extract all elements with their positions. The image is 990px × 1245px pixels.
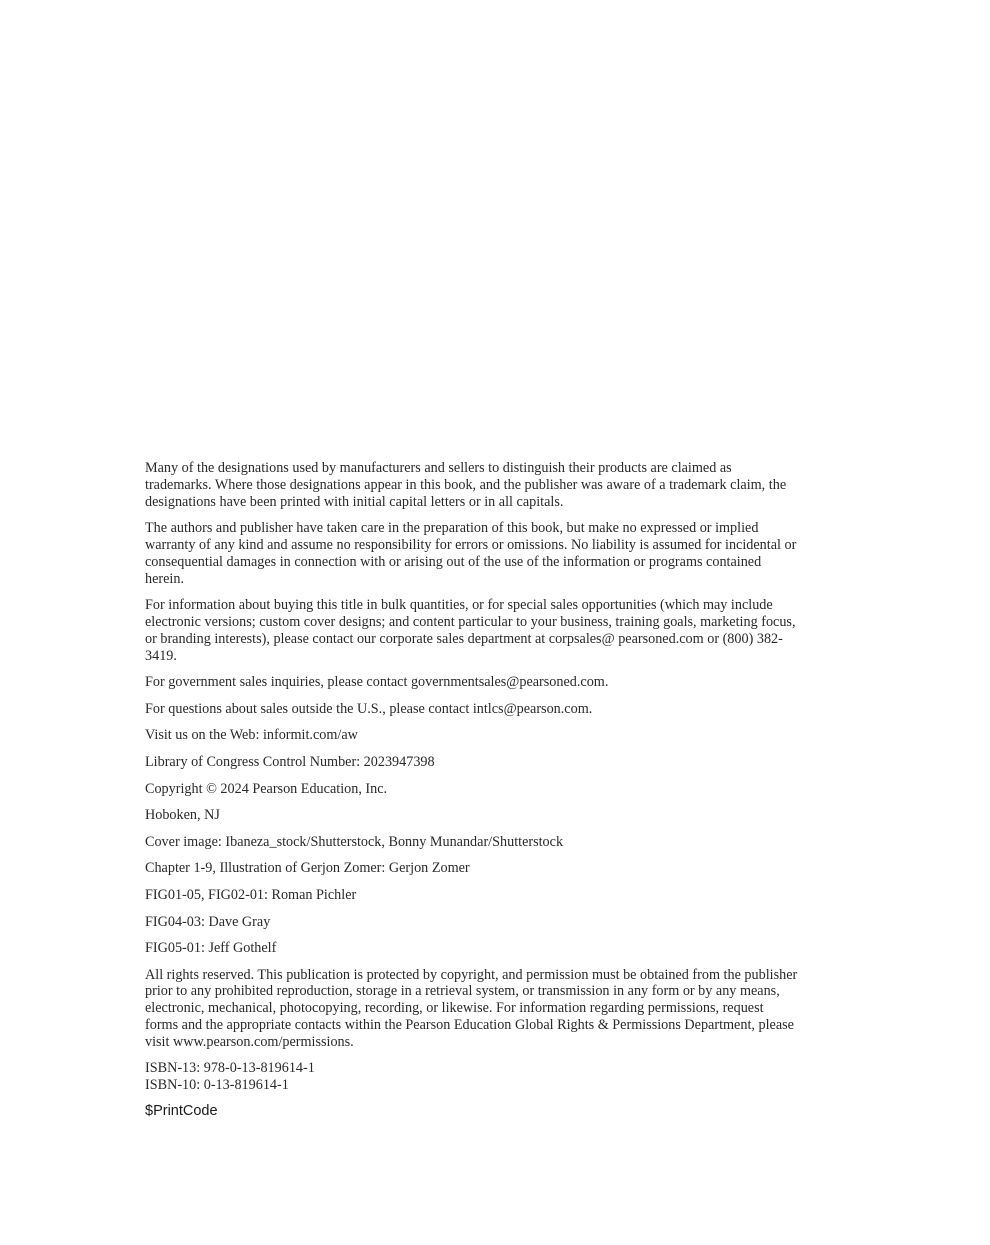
isbn-13: ISBN-13: 978-0-13-819614-1 [145,1060,315,1077]
figure-credit: FIG05-01: Jeff Gothelf [145,940,277,957]
warranty-paragraph: The authors and publisher have taken care in the preparation of this book, but make no expressed or implied warranty of any kind and assume no responsibility for errors or omissions. No liability is assumed for incidental or consequential damages in connection with or arising out of the use of the information or programs contained herein. [145,520,797,587]
cover-image-credit: Cover image: Ibaneza_stock/Shutterstock, Bonny Munandar/Shutterstock [145,833,564,850]
international-sales-line: For questions about sales outside the U.S., please contact intlcs@pearson.com. [145,700,593,717]
figure-credit: FIG04-03: Dave Gray [145,913,271,930]
isbn-block [145,1060,800,1094]
trademarks-paragraph: Many of the designations used by manufacturers and sellers to distinguish their products are claimed as trademarks. Where those designations appear in this book, and the publisher was aware of a trademark claim, the designations have been printed with initial capital letters or in all capitals. [145,460,787,510]
copyright-line: Copyright © 2024 Pearson Education, Inc. [145,780,388,797]
location-line: Hoboken, NJ [145,807,220,824]
web-line: Visit us on the Web: informit.com/aw [145,727,358,744]
chapter-illustration-credit: Chapter 1-9, Illustration of Gerjon Zomer: Gerjon Zomer [145,860,470,877]
lccn-line: Library of Congress Control Number: 2023947398 [145,753,435,770]
rights-paragraph: All rights reserved. This publication is protected by copyright, and permission must be obtained from the publisher prior to any prohibited reproduction, storage in a retrieval system, or transmission in any form or by any means, electronic, mechanical, photocopying, recording, or likewise. For information regarding permissions, request forms and the appropriate contacts within the Pearson Education Global Rights & Permissions Department, please visit www.pearson.com/permissions. [145,966,798,1050]
figure-credit: FIG01-05, FIG02-01: Roman Pichler [145,886,357,903]
government-sales-line: For government sales inquiries, please contact governmentsales@pearsoned.com. [145,674,609,691]
bulk-sales-paragraph: For information about buying this title in bulk quantities, or for special sales opportunities (which may include electronic versions; custom cover designs; and content particular to your business, training goals, marketing focus, or branding interests), please contact our corporate sales department at corpsales@ pearsoned.com or (800) 382-3419. [145,597,796,664]
isbn-10: ISBN-10: 0-13-819614-1 [145,1077,289,1094]
print-code: $PrintCode [145,1103,218,1120]
copyright-text-block [145,460,800,1120]
